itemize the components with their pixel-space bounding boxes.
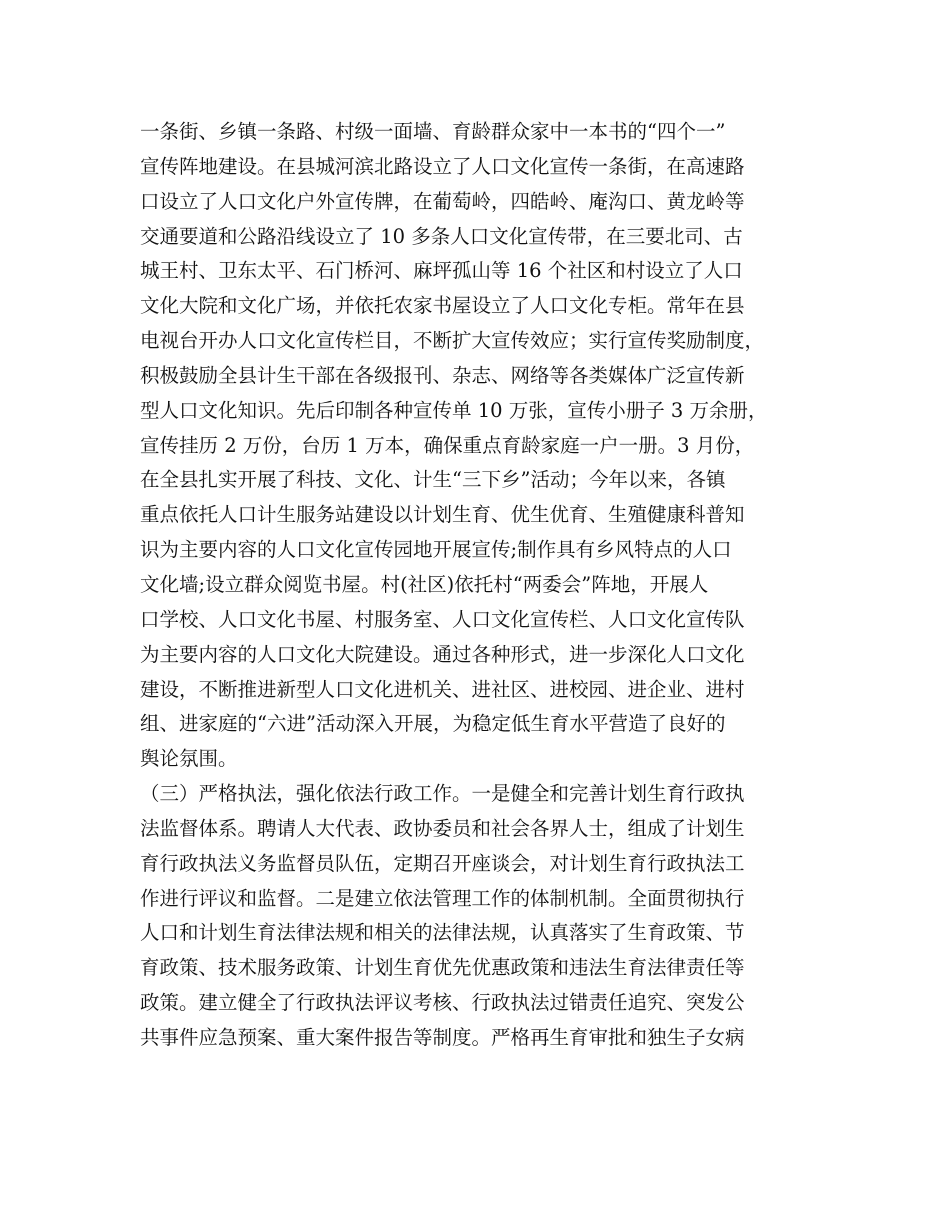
text-line: 口学校、人口文化书屋、村服务室、人口文化宣传栏、人口文化宣传队 — [140, 607, 745, 631]
text-line: 口设立了人口文化户外宣传牌，在葡萄岭，四皓岭、庵沟口、黄龙岭等 — [140, 189, 745, 213]
text-line: 交通要道和公路沿线设立了 10 多条人口文化宣传带，在三要北司、古 — [140, 224, 743, 248]
text-line: 法监督体系。聘请人大代表、政协委员和社会各界人士，组成了计划生 — [140, 816, 745, 840]
text-line: 育行政执法义务监督员队伍，定期召开座谈会，对计划生育行政执法工 — [140, 851, 745, 875]
text-line: 宣传阵地建设。在县城河滨北路设立了人口文化宣传一条街，在高速路 — [140, 154, 745, 178]
text-line: 重点依托人口计生服务站建设以计划生育、优生优育、生殖健康科普知 — [140, 503, 745, 527]
text-line: 在全县扎实开展了科技、文化、计生“三下乡”活动；今年以来，各镇 — [140, 468, 726, 492]
text-line: 一条街、乡镇一条路、村级一面墙、育龄群众家中一本书的“四个一” — [140, 120, 726, 143]
text-line: 政策。建立健全了行政执法评议考核、行政执法过错责任追究、突发公 — [140, 991, 745, 1015]
text-line: 共事件应急预案、重大案件报告等制度。严格再生育审批和独生子女病 — [140, 1025, 745, 1049]
text-line: 型人口文化知识。先后印制各种宣传单 10 万张，宣传小册子 3 万余册， — [140, 398, 768, 422]
text-line: 人口和计划生育法律法规和相关的法律法规，认真落实了生育政策、节 — [140, 921, 745, 945]
text-line: 电视台开办人口文化宣传栏目，不断扩大宣传效应；实行宣传奖励制度， — [140, 329, 765, 353]
text-line: 文化墙;设立群众阅览书屋。村(社区)依托村“两委会”阵地，开展人 — [140, 572, 709, 596]
text-line: 积极鼓励全县计生干部在各级报刊、杂志、网络等各类媒体广泛宣传新 — [140, 363, 745, 387]
text-line: 文化大院和文化广场，并依托农家书屋设立了人口文化专柜。常年在县 — [140, 294, 745, 318]
text-line: 宣传挂历 2 万份，台历 1 万本，确保重点育龄家庭一户一册。3 月份， — [140, 433, 755, 457]
text-line: 育政策、技术服务政策、计划生育优先优惠政策和违法生育法律责任等 — [140, 956, 745, 980]
text-line: 为主要内容的人口文化大院建设。通过各种形式，进一步深化人口文化 — [140, 642, 745, 666]
text-line: 舆论氛围。 — [140, 747, 238, 771]
text-line: 城王村、卫东太平、石门桥河、麻坪孤山等 16 个社区和村设立了人口 — [140, 259, 743, 283]
body-text — [140, 115, 840, 1056]
text-line: 组、进家庭的“六进”活动深入开展，为稳定低生育水平营造了良好的 — [140, 712, 726, 736]
text-line: 识为主要内容的人口文化宣传园地开展宣传;制作具有乡风特点的人口 — [140, 538, 732, 562]
text-line: 作进行评议和监督。二是建立依法管理工作的体制机制。全面贯彻执行 — [140, 886, 745, 910]
text-line: 建设，不断推进新型人口文化进机关、进社区、进校园、进企业、进村 — [140, 677, 745, 701]
text-line: （三）严格执法，强化依法行政工作。一是健全和完善计划生育行政执 — [140, 782, 745, 806]
